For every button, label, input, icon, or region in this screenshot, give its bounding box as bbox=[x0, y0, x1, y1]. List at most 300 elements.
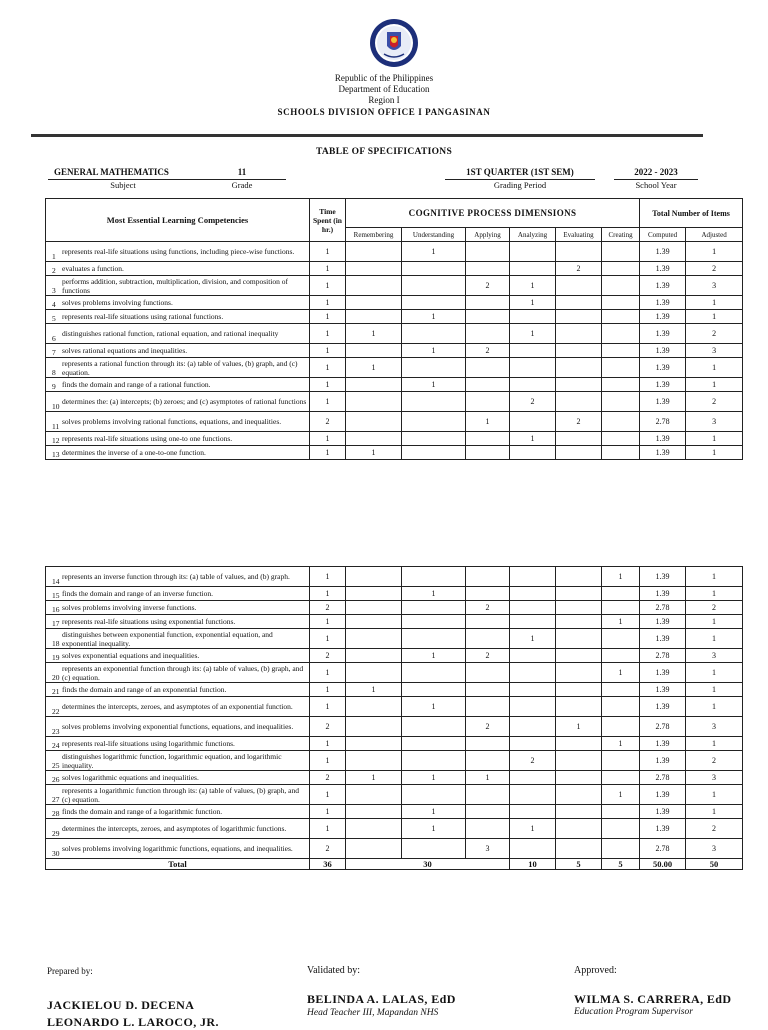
competency-text: solves logarithmic equations and inequalities. bbox=[62, 773, 199, 782]
cell-cre bbox=[602, 717, 640, 737]
cell-comp: 1.39 bbox=[640, 310, 686, 324]
header-analyzing: Analyzing bbox=[510, 228, 556, 242]
competency-cell bbox=[46, 446, 310, 460]
cell-eva: 2 bbox=[556, 412, 602, 432]
cell-adj: 1 bbox=[686, 683, 743, 697]
header-adjusted: Adjusted bbox=[686, 228, 743, 242]
cell-app: 2 bbox=[466, 649, 510, 663]
cell-comp: 2.78 bbox=[640, 771, 686, 785]
cell-app bbox=[466, 587, 510, 601]
cell-app bbox=[466, 296, 510, 310]
cell-comp: 1.39 bbox=[640, 697, 686, 717]
header-region: Region I bbox=[368, 95, 400, 105]
competency-text: distinguishes logarithmic function, logarithmic equation, and logarithmic inequality. bbox=[62, 751, 282, 770]
cell-und bbox=[402, 324, 466, 344]
competency-cell bbox=[46, 615, 310, 629]
cell-cre bbox=[602, 324, 640, 344]
table-row bbox=[46, 587, 743, 601]
table-row bbox=[46, 432, 743, 446]
cell-comp: 2.78 bbox=[640, 717, 686, 737]
cell-comp: 2.78 bbox=[640, 601, 686, 615]
cell-ana bbox=[510, 663, 556, 683]
cell-adj: 3 bbox=[686, 771, 743, 785]
cell-eva bbox=[556, 819, 602, 839]
cell-time: 1 bbox=[310, 276, 346, 296]
cell-und bbox=[402, 446, 466, 460]
cell-eva bbox=[556, 296, 602, 310]
cell-rem: 1 bbox=[346, 324, 402, 344]
cell-cre bbox=[602, 276, 640, 296]
cell-und: 1 bbox=[402, 587, 466, 601]
cell-und: 1 bbox=[402, 819, 466, 839]
cell-adj: 2 bbox=[686, 324, 743, 344]
competency-cell bbox=[46, 567, 310, 587]
cell-eva bbox=[556, 310, 602, 324]
cell-ana bbox=[510, 587, 556, 601]
page-title: TABLE OF SPECIFICATIONS bbox=[315, 147, 453, 157]
cell-cre bbox=[602, 242, 640, 262]
cell-ana: 1 bbox=[510, 819, 556, 839]
cell-time: 1 bbox=[310, 785, 346, 805]
cell-app bbox=[466, 819, 510, 839]
cell-app bbox=[466, 262, 510, 276]
cell-eva bbox=[556, 683, 602, 697]
competency-cell bbox=[46, 296, 310, 310]
cell-time: 1 bbox=[310, 310, 346, 324]
cell-cre bbox=[602, 683, 640, 697]
table-row bbox=[46, 683, 743, 697]
cell-comp: 1.39 bbox=[640, 785, 686, 805]
cell-ana bbox=[510, 717, 556, 737]
cell-app bbox=[466, 629, 510, 649]
cell-comp: 1.39 bbox=[640, 629, 686, 649]
table-row bbox=[46, 242, 743, 262]
competency-cell bbox=[46, 839, 310, 859]
cell-und: 1 bbox=[402, 242, 466, 262]
competency-number: 3 bbox=[52, 286, 56, 295]
grade-label: Grade bbox=[231, 180, 253, 190]
cell-eva bbox=[556, 751, 602, 771]
competency-text: finds the domain and range of an exponential function. bbox=[62, 685, 227, 694]
table-row bbox=[46, 276, 743, 296]
cell-time: 1 bbox=[310, 262, 346, 276]
cell-time: 1 bbox=[310, 737, 346, 751]
competency-text: finds the domain and range of a logarithmic function. bbox=[62, 807, 223, 816]
cell-rem bbox=[346, 262, 402, 276]
cell-ana bbox=[510, 649, 556, 663]
table-row bbox=[46, 412, 743, 432]
table-row bbox=[46, 358, 743, 378]
competency-number: 21 bbox=[52, 687, 60, 696]
competency-number: 27 bbox=[52, 795, 60, 804]
cell-time: 1 bbox=[310, 697, 346, 717]
competency-number: 11 bbox=[52, 422, 60, 431]
cell-rem bbox=[346, 663, 402, 683]
validator-name: BELINDA A. LALAS, EdD bbox=[307, 992, 456, 1006]
cell-rem bbox=[346, 587, 402, 601]
cell-ana bbox=[510, 771, 556, 785]
cell-ana bbox=[510, 683, 556, 697]
competency-cell bbox=[46, 310, 310, 324]
cell-app: 1 bbox=[466, 771, 510, 785]
competency-text: represents real-life situations using rational functions. bbox=[62, 312, 224, 321]
cell-eva bbox=[556, 446, 602, 460]
competency-cell bbox=[46, 717, 310, 737]
table-row bbox=[46, 663, 743, 683]
table-row bbox=[46, 392, 743, 412]
cell-app bbox=[466, 737, 510, 751]
cell-eva bbox=[556, 324, 602, 344]
cell-rem bbox=[346, 697, 402, 717]
cell-adj: 2 bbox=[686, 751, 743, 771]
cell-eva bbox=[556, 276, 602, 296]
cell-ana bbox=[510, 785, 556, 805]
competency-text: determines the inverse of a one-to-one function. bbox=[62, 448, 206, 457]
competency-text: determines the intercepts, zeroes, and asymptotes of logarithmic functions. bbox=[62, 824, 287, 833]
competency-cell bbox=[46, 663, 310, 683]
cell-und: 1 bbox=[402, 310, 466, 324]
competency-number: 4 bbox=[52, 300, 56, 309]
competency-text: represents real-life situations using functions, including piece-wise functions. bbox=[62, 247, 295, 256]
cell-adj: 1 bbox=[686, 587, 743, 601]
cell-comp: 1.39 bbox=[640, 805, 686, 819]
cell-und bbox=[402, 358, 466, 378]
cell-time: 1 bbox=[310, 358, 346, 378]
header-total-items: Total Number of Items bbox=[640, 199, 743, 228]
cell-app bbox=[466, 683, 510, 697]
cell-adj: 3 bbox=[686, 344, 743, 358]
cell-app bbox=[466, 751, 510, 771]
competency-cell bbox=[46, 819, 310, 839]
cell-adj: 3 bbox=[686, 717, 743, 737]
competency-text: solves rational equations and inequalities. bbox=[62, 346, 188, 355]
cell-und: 1 bbox=[402, 771, 466, 785]
cell-und bbox=[402, 262, 466, 276]
cell-time: 1 bbox=[310, 432, 346, 446]
cell-und bbox=[402, 717, 466, 737]
period-label: Grading Period bbox=[493, 180, 547, 190]
competency-text: distinguishes between exponential function, exponential equation, and exponential inequality. bbox=[62, 629, 273, 648]
cell-und bbox=[402, 412, 466, 432]
cell-und: 1 bbox=[402, 805, 466, 819]
table-row bbox=[46, 262, 743, 276]
cell-und bbox=[402, 785, 466, 805]
cell-eva bbox=[556, 839, 602, 859]
cell-rem bbox=[346, 310, 402, 324]
table-row bbox=[46, 446, 743, 460]
table-row bbox=[46, 296, 743, 310]
cell-app bbox=[466, 392, 510, 412]
competency-text: solves problems involving inverse functions. bbox=[62, 603, 197, 612]
competency-number: 22 bbox=[52, 707, 60, 716]
cell-app: 2 bbox=[466, 344, 510, 358]
table-row bbox=[46, 629, 743, 649]
cell-eva bbox=[556, 697, 602, 717]
table-row bbox=[46, 378, 743, 392]
competency-text: represents real-life situations using one-to one functions. bbox=[62, 434, 233, 443]
cell-app bbox=[466, 310, 510, 324]
cell-eva bbox=[556, 344, 602, 358]
competency-cell bbox=[46, 629, 310, 649]
competency-text: determines the: (a) intercepts; (b) zeroes; and (c) asymptotes of rational functions bbox=[62, 397, 307, 406]
table-row bbox=[46, 615, 743, 629]
cell-rem bbox=[346, 242, 402, 262]
competency-number: 9 bbox=[52, 382, 56, 391]
cell-und bbox=[402, 737, 466, 751]
prepared-by-label: Prepared by: bbox=[47, 966, 93, 976]
cell-time: 1 bbox=[310, 378, 346, 392]
cell-rem bbox=[346, 392, 402, 412]
cell-app: 3 bbox=[466, 839, 510, 859]
competency-cell bbox=[46, 344, 310, 358]
cell-cre bbox=[602, 649, 640, 663]
cell-adj: 2 bbox=[686, 392, 743, 412]
cell-rem: 1 bbox=[346, 683, 402, 697]
cell-eva bbox=[556, 785, 602, 805]
cell-eva bbox=[556, 601, 602, 615]
totals-row bbox=[46, 859, 743, 870]
cell-comp: 1.39 bbox=[640, 324, 686, 344]
cell-eva bbox=[556, 392, 602, 412]
cell-adj: 1 bbox=[686, 432, 743, 446]
cell-cre bbox=[602, 805, 640, 819]
competency-text: solves exponential equations and inequalities. bbox=[62, 651, 200, 660]
cell-cre bbox=[602, 432, 640, 446]
cell-rem: 1 bbox=[346, 771, 402, 785]
cell-und bbox=[402, 567, 466, 587]
header-competencies: Most Essential Learning Competencies bbox=[46, 199, 310, 242]
deped-seal-logo bbox=[369, 18, 419, 68]
cell-rem bbox=[346, 615, 402, 629]
cell-ana bbox=[510, 378, 556, 392]
cell-time: 1 bbox=[310, 587, 346, 601]
header-remembering: Remembering bbox=[346, 228, 402, 242]
cell-rem bbox=[346, 717, 402, 737]
cell-comp: 1.39 bbox=[640, 276, 686, 296]
cell-eva bbox=[556, 587, 602, 601]
cell-cre bbox=[602, 751, 640, 771]
cell-ana bbox=[510, 839, 556, 859]
cell-app bbox=[466, 432, 510, 446]
cell-time: 2 bbox=[310, 839, 346, 859]
table-row bbox=[46, 737, 743, 751]
competency-cell bbox=[46, 412, 310, 432]
cell-adj: 1 bbox=[686, 615, 743, 629]
header-understanding: Understanding bbox=[402, 228, 466, 242]
cell-adj: 1 bbox=[686, 446, 743, 460]
competency-number: 30 bbox=[52, 849, 60, 858]
cell-cre bbox=[602, 697, 640, 717]
cell-app bbox=[466, 697, 510, 717]
cell-cre bbox=[602, 412, 640, 432]
cell-comp: 2.78 bbox=[640, 839, 686, 859]
competency-text: solves problems involving functions. bbox=[62, 298, 173, 307]
cell-ana bbox=[510, 242, 556, 262]
total-adjusted: 50 bbox=[686, 859, 743, 870]
cell-app bbox=[466, 663, 510, 683]
cell-cre: 1 bbox=[602, 567, 640, 587]
cell-comp: 1.39 bbox=[640, 392, 686, 412]
approver-block bbox=[574, 990, 768, 1024]
table-row bbox=[46, 751, 743, 771]
cell-comp: 1.39 bbox=[640, 819, 686, 839]
total-creating: 5 bbox=[602, 859, 640, 870]
table-row bbox=[46, 649, 743, 663]
cell-cre bbox=[602, 587, 640, 601]
cell-app: 1 bbox=[466, 412, 510, 432]
cell-app: 2 bbox=[466, 276, 510, 296]
competency-cell bbox=[46, 697, 310, 717]
cell-rem: 1 bbox=[346, 358, 402, 378]
competency-cell bbox=[46, 358, 310, 378]
competency-number: 29 bbox=[52, 829, 60, 838]
cell-und bbox=[402, 615, 466, 629]
competency-text: represents a rational function through its: (a) table of values, (b) graph, and (c) equation. bbox=[62, 358, 298, 377]
cell-ana bbox=[510, 446, 556, 460]
competency-number: 10 bbox=[52, 402, 60, 411]
cell-comp: 1.39 bbox=[640, 296, 686, 310]
cell-ana bbox=[510, 805, 556, 819]
cell-ana: 2 bbox=[510, 392, 556, 412]
cell-adj: 1 bbox=[686, 697, 743, 717]
subject-value: GENERAL MATHEMATICS bbox=[54, 167, 169, 177]
cell-rem bbox=[346, 751, 402, 771]
cell-eva bbox=[556, 378, 602, 392]
competency-cell bbox=[46, 392, 310, 412]
competency-text: distinguishes rational function, rational equation, and rational inequality bbox=[62, 329, 279, 338]
cell-eva bbox=[556, 663, 602, 683]
competency-cell bbox=[46, 242, 310, 262]
cell-und bbox=[402, 683, 466, 697]
table-row bbox=[46, 567, 743, 587]
cell-comp: 1.39 bbox=[640, 358, 686, 378]
preparer2-name: LEONARDO L. LAROCO, JR. bbox=[47, 1015, 219, 1029]
cell-rem bbox=[346, 737, 402, 751]
competency-cell bbox=[46, 324, 310, 344]
competency-number: 8 bbox=[52, 368, 56, 377]
cell-comp: 1.39 bbox=[640, 262, 686, 276]
cell-time: 1 bbox=[310, 324, 346, 344]
cell-time: 1 bbox=[310, 392, 346, 412]
header-department: Department of Education bbox=[338, 84, 430, 94]
competency-number: 6 bbox=[52, 334, 56, 343]
competency-cell bbox=[46, 587, 310, 601]
competency-text: determines the intercepts, zeroes, and asymptotes of an exponential function. bbox=[62, 702, 293, 711]
cell-eva bbox=[556, 615, 602, 629]
table-row bbox=[46, 771, 743, 785]
competency-number: 5 bbox=[52, 314, 56, 323]
cell-adj: 3 bbox=[686, 649, 743, 663]
cell-adj: 3 bbox=[686, 839, 743, 859]
cell-time: 1 bbox=[310, 567, 346, 587]
cell-adj: 1 bbox=[686, 805, 743, 819]
cell-app bbox=[466, 324, 510, 344]
cell-und: 1 bbox=[402, 697, 466, 717]
competency-cell bbox=[46, 683, 310, 697]
cell-app: 2 bbox=[466, 717, 510, 737]
competency-number: 24 bbox=[52, 741, 60, 750]
cell-cre bbox=[602, 310, 640, 324]
cell-ana bbox=[510, 262, 556, 276]
competency-text: represents real-life situations using exponential functions. bbox=[62, 617, 236, 626]
cell-adj: 1 bbox=[686, 663, 743, 683]
cell-rem bbox=[346, 432, 402, 446]
cell-time: 1 bbox=[310, 296, 346, 310]
cell-cre: 1 bbox=[602, 737, 640, 751]
approver-name: WILMA S. CARRERA, EdD bbox=[574, 992, 732, 1006]
cell-comp: 1.39 bbox=[640, 432, 686, 446]
cell-comp: 2.78 bbox=[640, 649, 686, 663]
cell-rem bbox=[346, 276, 402, 296]
cell-eva: 1 bbox=[556, 717, 602, 737]
cell-app bbox=[466, 805, 510, 819]
cell-adj: 3 bbox=[686, 412, 743, 432]
cell-adj: 1 bbox=[686, 378, 743, 392]
cell-time: 1 bbox=[310, 805, 346, 819]
cell-ana bbox=[510, 310, 556, 324]
cell-time: 1 bbox=[310, 751, 346, 771]
table-row bbox=[46, 697, 743, 717]
cell-comp: 1.39 bbox=[640, 587, 686, 601]
competency-number: 7 bbox=[52, 348, 56, 357]
cell-adj: 1 bbox=[686, 358, 743, 378]
cell-und bbox=[402, 392, 466, 412]
competency-number: 2 bbox=[52, 266, 56, 275]
cell-comp: 1.39 bbox=[640, 683, 686, 697]
cell-comp: 1.39 bbox=[640, 751, 686, 771]
competency-number: 16 bbox=[52, 605, 60, 614]
competency-text: solves problems involving logarithmic functions, equations, and inequalities. bbox=[62, 844, 293, 853]
cell-und bbox=[402, 296, 466, 310]
cell-comp: 1.39 bbox=[640, 344, 686, 358]
table-row bbox=[46, 819, 743, 839]
validator-position: Head Teacher III, Mapandan NHS bbox=[307, 1008, 439, 1018]
competency-number: 26 bbox=[52, 775, 60, 784]
table-row bbox=[46, 310, 743, 324]
cell-ana: 1 bbox=[510, 276, 556, 296]
cell-eva bbox=[556, 567, 602, 587]
cell-und: 1 bbox=[402, 649, 466, 663]
cell-eva bbox=[556, 242, 602, 262]
cell-rem bbox=[346, 601, 402, 615]
competency-number: 25 bbox=[52, 761, 60, 770]
competency-cell bbox=[46, 737, 310, 751]
approver-position: Education Program Supervisor bbox=[574, 1007, 693, 1017]
header-time-spent: Time Spent (in hr.) bbox=[310, 199, 346, 242]
total-time: 36 bbox=[310, 859, 346, 870]
cell-comp: 1.39 bbox=[640, 242, 686, 262]
cell-rem bbox=[346, 649, 402, 663]
cell-cre bbox=[602, 262, 640, 276]
cell-rem bbox=[346, 344, 402, 358]
period-value: 1ST QUARTER (1ST SEM) bbox=[466, 167, 574, 177]
cell-ana bbox=[510, 697, 556, 717]
competency-cell bbox=[46, 601, 310, 615]
competency-cell bbox=[46, 378, 310, 392]
total-und-app: 30 bbox=[346, 859, 510, 870]
cell-rem bbox=[346, 412, 402, 432]
cell-app bbox=[466, 615, 510, 629]
cell-eva bbox=[556, 771, 602, 785]
cell-cre bbox=[602, 378, 640, 392]
competency-number: 17 bbox=[52, 619, 60, 628]
cell-eva: 2 bbox=[556, 262, 602, 276]
competency-number: 20 bbox=[52, 673, 60, 682]
cell-eva bbox=[556, 629, 602, 649]
cell-adj: 2 bbox=[686, 601, 743, 615]
table-row bbox=[46, 717, 743, 737]
competency-number: 23 bbox=[52, 727, 60, 736]
